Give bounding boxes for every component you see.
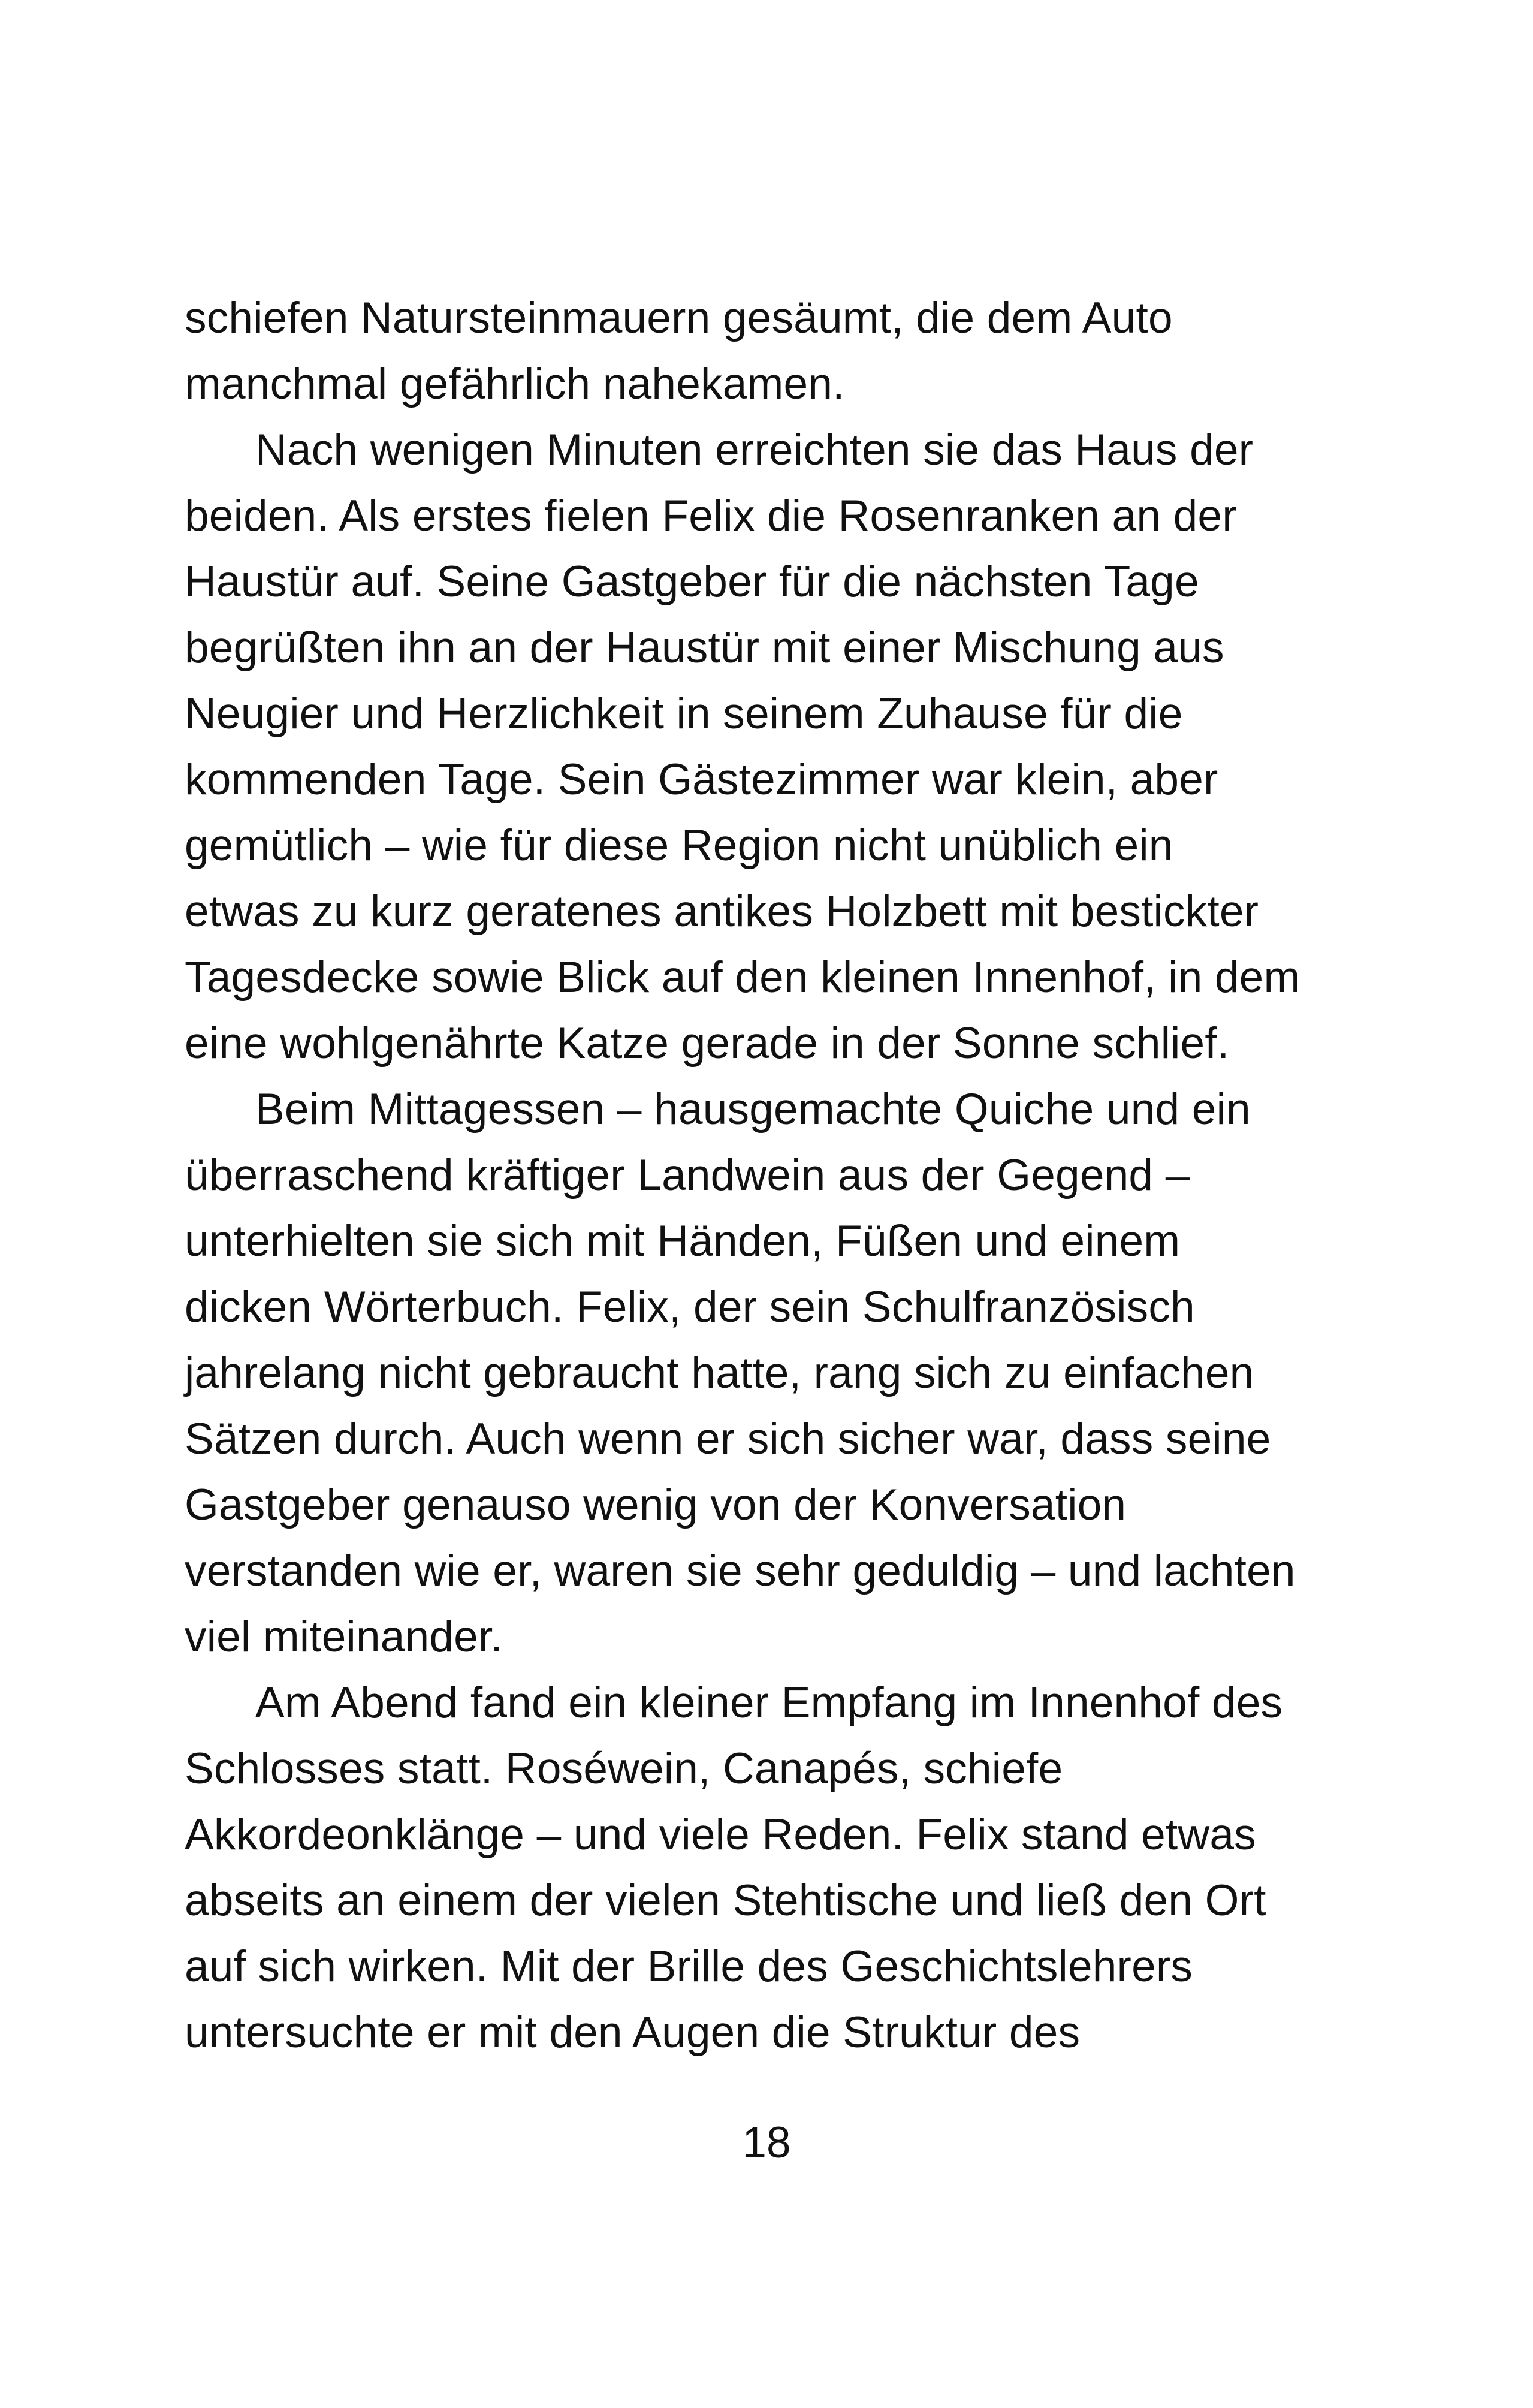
text-line: überraschend kräftiger Landwein aus der Gegend – bbox=[185, 1151, 1190, 1200]
text-line: Neugier und Herzlichkeit in seinem Zuhause für die bbox=[185, 689, 1183, 738]
text-line: schiefen Natursteinmauern gesäumt, die dem Auto bbox=[185, 294, 1173, 342]
text-line: viel miteinander. bbox=[185, 1613, 503, 1661]
body-text bbox=[185, 285, 1377, 2066]
text-line: etwas zu kurz geratenes antikes Holzbett mit bestickter bbox=[185, 887, 1259, 936]
text-line: auf sich wirken. Mit der Brille des Geschichtslehrers bbox=[185, 1942, 1193, 1991]
text-line: kommenden Tage. Sein Gästezimmer war klein, aber bbox=[185, 755, 1218, 804]
text-line: Schlosses statt. Roséwein, Canapés, schiefe bbox=[185, 1744, 1063, 1793]
text-line: Tagesdecke sowie Blick auf den kleinen Innenhof, in dem bbox=[185, 953, 1300, 1002]
paragraph-first-line: Nach wenigen Minuten erreichten sie das Haus der bbox=[255, 426, 1254, 474]
text-line: Gastgeber genauso wenig von der Konversation bbox=[185, 1481, 1127, 1529]
paragraph-first-line: Am Abend fand ein kleiner Empfang im Innenhof des bbox=[255, 1678, 1283, 1727]
text-line: Sätzen durch. Auch wenn er sich sicher war, dass seine bbox=[185, 1415, 1271, 1463]
text-line: begrüßten ihn an der Haustür mit einer Mischung aus bbox=[185, 623, 1224, 672]
text-line: jahrelang nicht gebraucht hatte, rang sich zu einfachen bbox=[185, 1349, 1254, 1397]
text-line: beiden. Als erstes fielen Felix die Rosenranken an der bbox=[185, 492, 1237, 540]
paragraph-first-line: Beim Mittagessen – hausgemachte Quiche und ein bbox=[255, 1085, 1251, 1134]
text-line: abseits an einem der vielen Stehtische und ließ den Ort bbox=[185, 1876, 1266, 1925]
text-line: eine wohlgenährte Katze gerade in der Sonne schlief. bbox=[185, 1019, 1230, 1068]
text-line: verstanden wie er, waren sie sehr geduldig – und lachten bbox=[185, 1547, 1296, 1595]
text-line: Haustür auf. Seine Gastgeber für die nächsten Tage bbox=[185, 557, 1199, 606]
page-number: 18 bbox=[742, 2118, 791, 2167]
text-line: gemütlich – wie für diese Region nicht unüblich ein bbox=[185, 821, 1173, 870]
text-line: Akkordeonklänge – und viele Reden. Felix stand etwas bbox=[185, 1810, 1256, 1859]
text-line: unterhielten sie sich mit Händen, Füßen und einem bbox=[185, 1217, 1181, 1265]
text-line: manchmal gefährlich nahekamen. bbox=[185, 360, 845, 408]
text-line: dicken Wörterbuch. Felix, der sein Schulfranzösisch bbox=[185, 1283, 1195, 1331]
text-line: untersuchte er mit den Augen die Struktur des bbox=[185, 2008, 1081, 2057]
